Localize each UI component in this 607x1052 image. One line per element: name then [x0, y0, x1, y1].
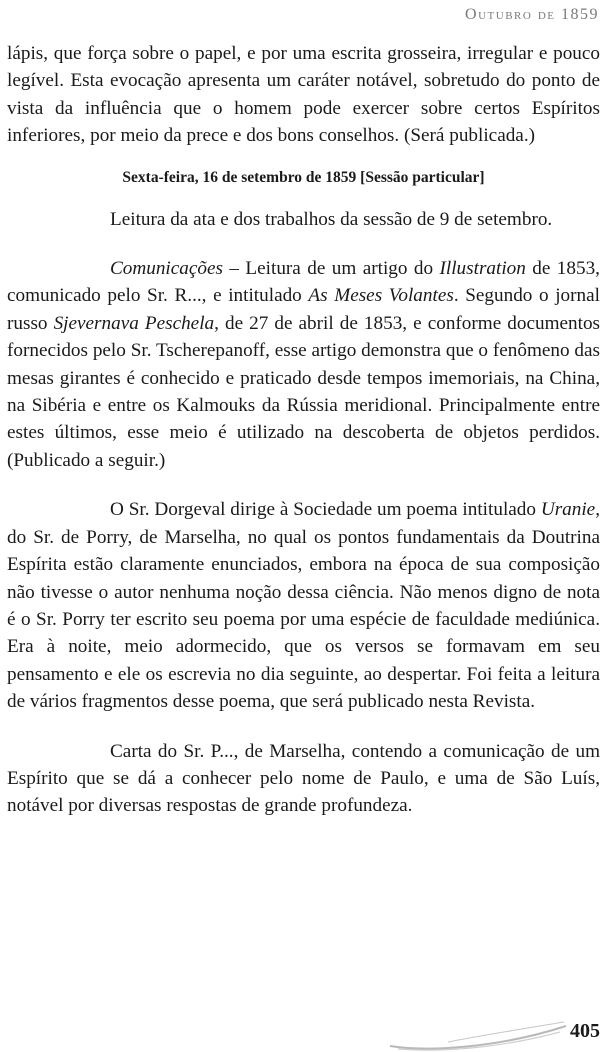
page-number: 405 — [570, 1020, 600, 1042]
paragraph-letter: Carta do Sr. P..., de Marselha, contendo a comunicação de um Espírito que se dá a conhecer pelo nome de Paulo, e uma de São Luís, notável por diversas respostas de grande profundeza. — [7, 740, 600, 817]
lead-italic: Comunicações — [110, 258, 223, 280]
title-newspaper: Sjevernava Peschela — [53, 312, 215, 334]
paragraph-continuation: lápis, que força sobre o papel, e por uma escrita grosseira, irregular e pouco legível. Esta evocação apresenta um caráter notável, sobretudo do ponto de vista da influência que o homem pode exercer sobre certos Espíritos inferiores, por meio da prece e dos bons conselhos. (Será publicada.) — [7, 43, 600, 147]
paragraph-minutes: Leitura da ata e dos trabalhos da sessão de 9 de setembro. — [110, 208, 553, 230]
title-illustration: Illustration — [439, 258, 526, 280]
paragraph-poem — [7, 496, 600, 715]
text-run: , de 27 de abril de 1853, e conforme documentos fornecidos pelo Sr. Tscherepanoff, esse artigo demonstra que o fenômeno das mesas girantes é conhecido e praticado desde tempos imemoriais, na China, na Sibéria e entre os Kalmouks da Rússia meridional. Principalmente entre estes últimos, esse meio é utilizado na descoberta de objetos perdidos. (Publicado a seguir.) — [7, 312, 601, 471]
title-poem: Uranie — [540, 499, 596, 521]
session-heading: Sexta-feira, 16 de setembro de 1859 [Sessão particular] — [122, 168, 485, 186]
running-head: Outubro de 1859 — [465, 6, 599, 23]
text-run: – Leitura de um artigo do — [222, 258, 440, 280]
swoosh-ornament — [388, 1018, 568, 1052]
text-run: de 1853, comunicado pelo Sr. R..., e intitulado — [7, 258, 600, 307]
text-run: , do Sr. de Porry, de Marselha, no qual os pontos fundamentais da Doutrina Espírita estão claramente enunciados, embora na época de sua composição não tivesse o autor nenhuma noção dessa ciência. Não menos digno de nota é o Sr. Porry ter escrito seu poema por uma espécie de faculdade mediúnica. Era à noite, meio adormecido, que os versos se formavam em seu pensamento e ele os escrevia no dia seguinte, ao despertar. Foi feita a leitura de vários fragmentos desse poema, que será publicado nesta Revista. — [7, 499, 600, 713]
text-run: . Segundo o jornal russo — [7, 285, 600, 334]
text-run: O Sr. Dorgeval dirige à Sociedade um poema intitulado — [110, 499, 541, 521]
title-article: As Meses Volantes — [308, 285, 454, 307]
paragraph-communications — [7, 255, 600, 474]
page-body — [7, 40, 600, 820]
